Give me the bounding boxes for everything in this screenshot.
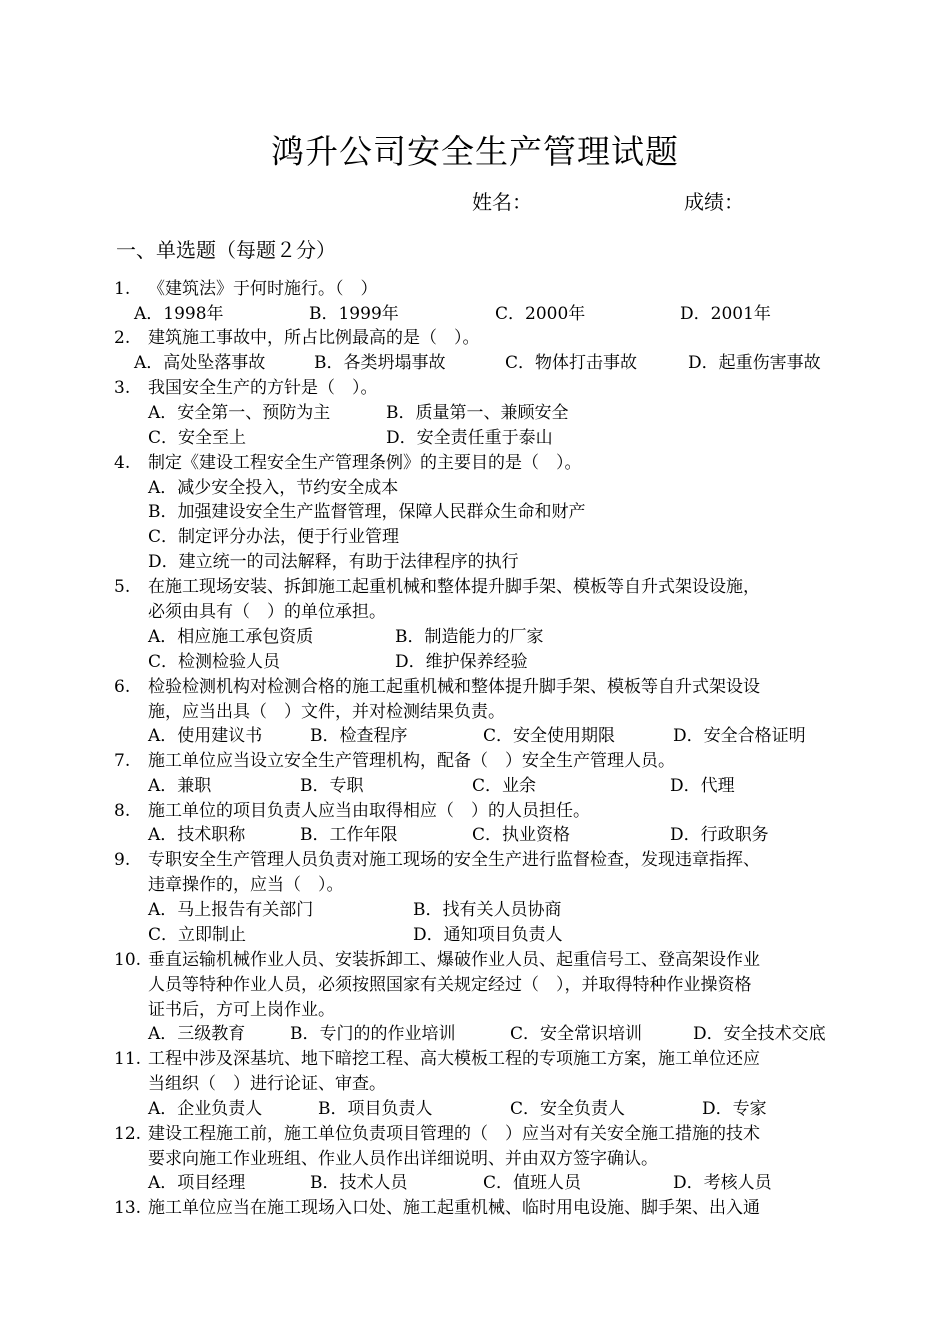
answer-option: C．2000年 <box>495 304 586 324</box>
answer-option: A．兼职 <box>148 776 212 796</box>
answer-option: B．检查程序 <box>310 726 408 746</box>
question-text: 《建筑法》于何时施行。（ ） <box>148 279 378 299</box>
question-text: 我国安全生产的方针是（ ）。 <box>148 378 378 398</box>
answer-option: A．相应施工承包资质 <box>148 627 314 647</box>
answer-option: C．安全使用期限 <box>483 726 616 746</box>
answer-option: B．加强建设安全生产监督管理，保障人民群众生命和财产 <box>148 502 586 522</box>
question-text: 垂直运输机械作业人员、安装拆卸工、爆破作业人员、起重信号工、登高架设作业 <box>148 950 760 970</box>
answer-option: A．1998年 <box>134 304 224 324</box>
answer-option: D．安全责任重于泰山 <box>386 428 553 448</box>
question-number: 10. <box>114 950 142 970</box>
question-number: 4. <box>114 453 131 473</box>
answer-option: B．1999年 <box>309 304 399 324</box>
answer-option: D．起重伤害事故 <box>688 353 821 373</box>
answer-option: B．技术人员 <box>310 1173 408 1193</box>
name-label: 姓名： <box>472 190 532 214</box>
answer-option: C．安全常识培训 <box>510 1024 643 1044</box>
answer-option: B．质量第一、兼顾安全 <box>386 403 569 423</box>
question-number: 9. <box>114 850 131 870</box>
question-text: 制定《建设工程安全生产管理条例》的主要目的是（ ）。 <box>148 453 582 473</box>
question-text: 施工单位应当设立安全生产管理机构，配备（ ）安全生产管理人员。 <box>148 751 675 771</box>
answer-option: D．代理 <box>670 776 735 796</box>
question-text: 建设工程施工前，施工单位负责项目管理的（ ）应当对有关安全施工措施的技术 <box>148 1124 760 1144</box>
answer-option: B．专门的的作业培训 <box>290 1024 456 1044</box>
answer-option: D．维护保养经验 <box>395 652 528 672</box>
question-number: 8. <box>114 801 131 821</box>
question-text: 在施工现场安装、拆卸施工起重机械和整体提升脚手架、模板等自升式架设设施， <box>148 577 760 597</box>
question-text: 证书后，方可上岗作业。 <box>148 1000 335 1020</box>
answer-option: C．制定评分办法，便于行业管理 <box>148 527 400 547</box>
answer-option: A．技术职称 <box>148 825 246 845</box>
question-number: 3. <box>114 378 131 398</box>
score-label: 成绩： <box>684 190 744 214</box>
section-title: 一、单选题（每题２分） <box>116 238 336 262</box>
answer-option: A．使用建议书 <box>148 726 263 746</box>
answer-option: B．工作年限 <box>300 825 398 845</box>
answer-option: D．专家 <box>702 1099 767 1119</box>
question-number: 2. <box>114 328 131 348</box>
question-text: 检验检测机构对检测合格的施工起重机械和整体提升脚手架、模板等自升式架设设 <box>148 677 760 697</box>
answer-option: C．检测检验人员 <box>148 652 281 672</box>
question-text: 违章操作的，应当（ ）。 <box>148 875 344 895</box>
answer-option: D．安全合格证明 <box>673 726 806 746</box>
answer-option: C．安全负责人 <box>510 1099 626 1119</box>
answer-option: C．执业资格 <box>472 825 571 845</box>
question-text: 当组织（ ）进行论证、审查。 <box>148 1074 386 1094</box>
answer-option: D．考核人员 <box>673 1173 772 1193</box>
question-number: 6. <box>114 677 131 697</box>
answer-option: A．高处坠落事故 <box>134 353 266 373</box>
question-number: 7. <box>114 751 131 771</box>
answer-option: D．通知项目负责人 <box>413 925 563 945</box>
answer-option: C．值班人员 <box>483 1173 582 1193</box>
answer-option: D．2001年 <box>680 304 771 324</box>
answer-option: D．安全技术交底 <box>693 1024 826 1044</box>
answer-option: C．立即制止 <box>148 925 247 945</box>
answer-option: C．物体打击事故 <box>505 353 638 373</box>
answer-option: B．制造能力的厂家 <box>395 627 544 647</box>
question-text: 专职安全生产管理人员负责对施工现场的安全生产进行监督检查，发现违章指挥、 <box>148 850 760 870</box>
answer-option: A．减少安全投入，节约安全成本 <box>148 478 399 498</box>
answer-option: A．项目经理 <box>148 1173 246 1193</box>
question-number: 13. <box>114 1198 142 1218</box>
question-number: 1. <box>114 279 131 299</box>
answer-option: D．建立统一的司法解释，有助于法律程序的执行 <box>148 552 519 572</box>
question-text: 施工单位的项目负责人应当由取得相应（ ）的人员担任。 <box>148 801 590 821</box>
question-text: 施，应当出具（ ）文件，并对检测结果负责。 <box>148 702 505 722</box>
question-number: 5. <box>114 577 131 597</box>
question-text: 建筑施工事故中，所占比例最高的是（ ）。 <box>148 328 480 348</box>
question-text: 人员等特种作业人员，必须按照国家有关规定经过（ ），并取得特种作业操资格 <box>148 975 752 995</box>
question-text: 施工单位应当在施工现场入口处、施工起重机械、临时用电设施、脚手架、出入通 <box>148 1198 760 1218</box>
question-number: 12. <box>114 1124 142 1144</box>
answer-option: A．企业负责人 <box>148 1099 263 1119</box>
answer-option: A．马上报告有关部门 <box>148 900 314 920</box>
answer-option: C．业余 <box>472 776 537 796</box>
answer-option: A．安全第一、预防为主 <box>148 403 331 423</box>
answer-option: B．各类坍塌事故 <box>314 353 446 373</box>
question-text: 必须由具有（ ）的单位承担。 <box>148 602 386 622</box>
answer-option: C．安全至上 <box>148 428 247 448</box>
answer-option: A．三级教育 <box>148 1024 246 1044</box>
answer-option: B．找有关人员协商 <box>413 900 562 920</box>
answer-option: D．行政职务 <box>670 825 769 845</box>
answer-option: B．项目负责人 <box>318 1099 433 1119</box>
answer-option: B．专职 <box>300 776 364 796</box>
question-text: 工程中涉及深基坑、地下暗挖工程、高大模板工程的专项施工方案，施工单位还应 <box>148 1049 760 1069</box>
question-number: 11. <box>114 1049 142 1069</box>
page-title: 鸿升公司安全生产管理试题 <box>271 132 679 171</box>
question-text: 要求向施工作业班组、作业人员作出详细说明、并由双方签字确认。 <box>148 1149 658 1169</box>
